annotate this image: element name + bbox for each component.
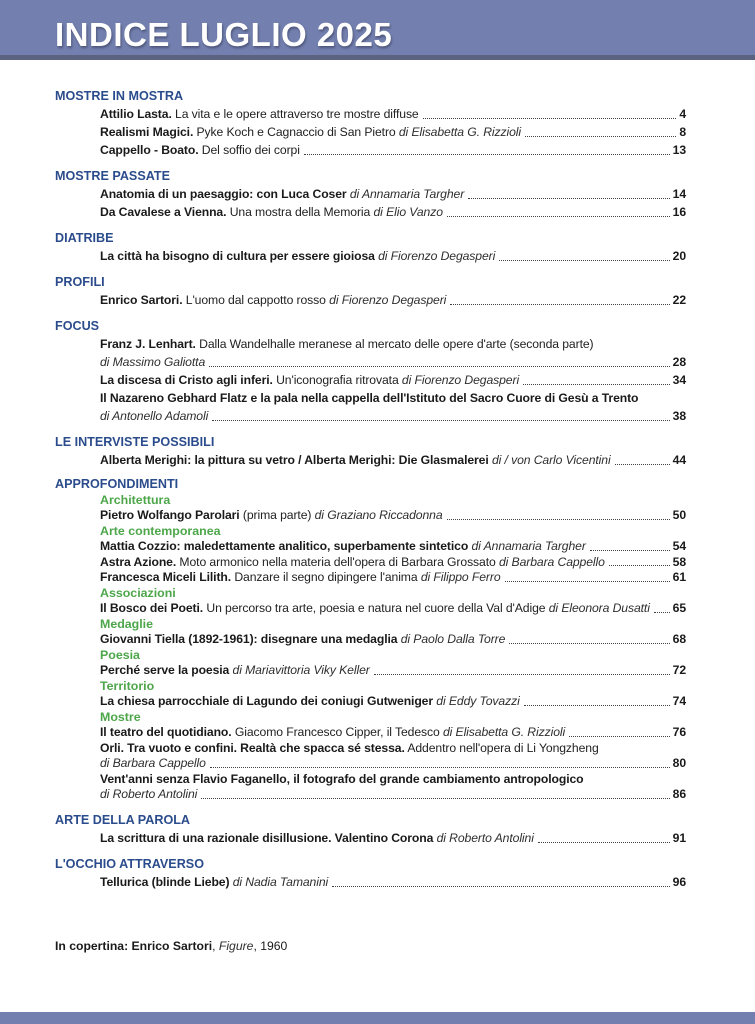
text-segment: La città ha bisogno di cultura per essere gioiosa [100,249,379,263]
entry-text [100,539,586,555]
section-heading: MOSTRE IN MOSTRA [55,89,184,103]
toc-entry-line [55,451,686,469]
text-segment: di Barbara Cappello [100,756,206,770]
page-title: INDICE LUGLIO 2025 [55,16,393,53]
text-segment: di Roberto Antolini [100,787,198,801]
page-number: 74 [672,694,686,708]
toc-entry-line [55,353,686,371]
text-segment: di Fiorenzo Degasperi [329,293,447,307]
dot-leader [615,464,670,465]
text-segment: di Antonello Adamoli [100,409,209,423]
dot-leader [523,384,670,385]
text-segment: di / von Carlo Vicentini [491,453,611,467]
toc-entry-line [55,694,686,710]
text-segment: di Massimo Galiotta [100,355,206,369]
text-segment: Francesca Miceli Lilith. [100,570,232,584]
text-segment: Dalla Wandelhalle meranese al mercato delle opere d'arte (seconda parte) [195,337,594,351]
page-number: 38 [672,409,686,423]
text-segment: di Eddy Tovazzi [436,694,520,708]
page-number: 34 [672,373,686,387]
dot-leader [609,565,670,566]
toc-entry-line [55,539,686,555]
text-segment: Orli. Tra vuoto e confini. Realtà che spacca sé stessa. [100,740,405,755]
text-segment: Una mostra della Memoria [226,205,374,219]
page-number: 80 [672,756,686,770]
dot-leader [538,842,670,843]
text-segment: di Elisabetta G. Rizzioli [398,125,522,139]
entry-text [100,694,520,710]
section-heading: L'OCCHIO ATTRAVERSO [55,856,204,871]
toc-entry-line [55,123,686,141]
text-segment: Pyke Koch e Cagnaccio di San Pietro [193,125,399,139]
header-banner [0,0,755,60]
dot-leader [590,550,670,551]
page-number: 14 [672,187,686,201]
entry-text [100,756,206,772]
dot-leader [374,674,670,675]
text-segment: di Eleonora Dusatti [548,601,650,615]
dot-leader [423,118,677,119]
toc-entry-line [55,787,686,803]
toc-entry-line [55,772,686,788]
toc-section [55,229,686,265]
dot-leader [447,216,670,217]
toc-section [55,811,686,847]
text-segment: L'uomo dal cappotto rosso [182,293,330,307]
section-heading: PROFILI [55,275,105,289]
text-segment: , [212,939,219,953]
text-segment: Del soffio dei corpi [198,143,300,157]
text-segment: La scrittura di una razionale disillusione. Valentino Corona [100,830,437,845]
footer-bar [0,1012,755,1024]
dot-leader [212,420,669,421]
toc [55,65,686,899]
text-segment: Giacomo Francesco Cipper, il Tedesco [231,725,443,739]
section-heading: MOSTRE PASSATE [55,169,170,183]
text-segment: di Roberto Antolini [436,830,534,845]
subsection-heading: Mostre [100,709,141,724]
text-segment: Giovanni Tiella (1892-1961): disegnare una medaglia [100,632,401,646]
text-segment: di Annamaria Targher [349,187,465,201]
toc-entry-line [55,555,686,571]
text-segment: di Elisabetta G. Rizzioli [442,725,566,739]
page-number: 20 [672,249,686,263]
page-number: 61 [672,570,686,584]
toc-section [55,855,686,891]
dot-leader [450,304,669,305]
entry-text [100,787,197,803]
entry-text [100,663,370,679]
entry-text [100,601,650,617]
entry-text [100,632,505,648]
text-segment: di Filippo Ferro [420,570,501,584]
entry-text [100,555,605,571]
page-number: 96 [672,874,686,889]
page-number: 13 [672,143,686,157]
toc-entry-line [55,632,686,648]
dot-leader [201,798,669,799]
page-number: 44 [672,453,686,467]
dot-leader [525,136,676,137]
page-number: 16 [672,205,686,219]
page-number: 8 [679,125,686,139]
text-segment: Tellurica (blinde Liebe) [100,874,233,889]
text-segment: Mattia Cozzio: maledettamente analitico, superbamente sintetico [100,539,472,553]
toc-entry-line [55,663,686,679]
toc-section [55,433,686,469]
text-segment: Attilio Lasta. [100,107,172,121]
dot-leader [524,705,670,706]
entry-text [100,389,638,407]
entry-text [100,203,443,221]
text-segment: Il teatro del quotidiano. [100,725,232,739]
page-number: 50 [672,508,686,522]
entry-text [100,185,464,203]
toc-entry-line [55,335,686,353]
page-number: 22 [672,293,686,307]
section-heading: ARTE DELLA PAROLA [55,812,191,827]
page-number: 76 [672,725,686,739]
subsection-heading: Architettura [100,492,171,507]
toc-section [55,317,686,425]
text-segment: La chiesa parrocchiale di Lagundo dei coniugi Gutweniger [100,694,437,708]
toc-entry-line [55,371,686,389]
entry-text [100,353,205,371]
page-number: 72 [672,663,686,677]
dot-leader [509,643,669,644]
text-segment: Da Cavalese a Vienna. [100,205,227,219]
toc-entry-line [55,185,686,203]
section-heading: APPROFONDIMENTI [55,477,179,491]
subsection-heading: Medaglie [100,616,154,631]
text-segment: di Fiorenzo Degasperi [401,373,520,387]
text-segment: Pietro Wolfango Parolari [100,508,240,522]
dot-leader [569,736,670,737]
entry-text [100,105,419,123]
text-segment: di Nadia Tamanini [232,874,329,889]
text-segment: Addentro nell'opera di Li Yongzheng [404,740,599,755]
page-number: 91 [672,830,686,845]
entry-text [100,829,534,847]
text-segment: Il Nazareno Gebhard Flatz e la pala nella cappella dell'Istituto del Sacro Cuore di Gesù a Trento [100,391,639,405]
page-number: 65 [672,601,686,615]
text-segment: di Paolo Dalla Torre [400,632,506,646]
text-segment: di Annamaria Targher [471,539,586,553]
toc-entry-line [55,407,686,425]
text-segment: Astra Azione. [100,554,177,569]
entry-text [100,371,519,389]
dot-leader [304,154,670,155]
entry-text [100,247,495,265]
toc-entry-line [55,105,686,123]
entry-text [100,141,300,159]
text-segment: Cappello - Boato. [100,143,199,157]
toc-section [55,167,686,221]
text-segment: Enrico Sartori. [100,293,183,307]
text-segment: di Graziano Riccadonna [314,508,443,522]
text-segment: Perché serve la poesia [100,663,233,677]
subsection-heading: Associazioni [100,585,176,600]
toc-entry-line [55,829,686,847]
entry-text [100,335,594,353]
text-segment: , 1960 [253,939,288,953]
toc-entry-line [55,756,686,772]
dot-leader [654,612,670,613]
entry-text [100,451,611,469]
text-segment: Anatomia di un paesaggio: con Luca Coser [100,187,350,201]
text-segment: In copertina: Enrico Sartori [55,939,213,953]
toc-section [55,273,686,309]
text-segment: di Elio Vanzo [373,205,443,219]
toc-entry-line [55,508,686,524]
toc-entry-line [55,389,686,407]
dot-leader [332,886,670,887]
text-segment: di Barbara Cappello [498,554,605,569]
text-segment: Un'iconografia ritrovata [272,373,402,387]
section-heading: LE INTERVISTE POSSIBILI [55,435,215,449]
page-number: 68 [672,632,686,646]
entry-text [100,725,565,741]
toc-entry-line [55,203,686,221]
dot-leader [505,581,670,582]
text-segment: Vent'anni senza Flavio Faganello, il fotografo del grande cambiamento antropologico [100,771,584,786]
entry-text [100,407,208,425]
entry-text [100,741,599,757]
text-segment: Alberta Merighi: la pittura su vetro / Alberta Merighi: Die Glasmalerei [100,453,492,467]
page-number: 28 [672,355,686,369]
toc-entry-line [55,247,686,265]
page-number: 54 [672,539,686,553]
text-segment: Danzare il segno dipingere l'anima [231,570,421,584]
section-heading: DIATRIBE [55,231,114,245]
cover-credit [55,939,287,953]
dot-leader [447,519,670,520]
text-segment: La discesa di Cristo agli inferi. [100,373,273,387]
page-number: 58 [672,554,686,569]
text-segment: (prima parte) [239,508,315,522]
toc-entry-line [55,725,686,741]
text-segment: Franz J. Lenhart. [100,337,196,351]
toc-entry-line [55,291,686,309]
entry-text [100,570,501,586]
dot-leader [468,198,669,199]
dot-leader [499,260,669,261]
dot-leader [209,366,670,367]
text-segment: La vita e le opere attraverso tre mostre diffuse [171,107,419,121]
toc-section [55,477,686,803]
page-number: 4 [679,107,686,121]
subsection-heading: Poesia [100,647,140,662]
text-segment: Figure [218,939,254,953]
entry-text [100,508,443,524]
entry-text [100,772,584,788]
page-number: 86 [672,787,686,801]
toc-entry-line [55,601,686,617]
toc-entry-line [55,873,686,891]
subsection-heading: Arte contemporanea [100,523,221,538]
text-segment: di Fiorenzo Degasperi [378,249,496,263]
text-segment: di Mariavittoria Viky Keller [232,663,370,677]
text-segment: Moto armonico nella materia dell'opera di Barbara Grossato [176,554,499,569]
entry-text [100,123,521,141]
toc-section [55,87,686,159]
text-segment: Un percorso tra arte, poesia e natura nel cuore della Val d'Adige [203,601,549,615]
entry-text [100,291,446,309]
subsection-heading: Territorio [100,678,155,693]
section-heading: FOCUS [55,319,100,333]
text-segment: Realismi Magici. [100,125,194,139]
entry-text [100,873,328,891]
toc-entry-line [55,141,686,159]
toc-entry-line [55,570,686,586]
toc-entry-line [55,741,686,757]
text-segment: Il Bosco dei Poeti. [100,601,204,615]
dot-leader [210,767,670,768]
